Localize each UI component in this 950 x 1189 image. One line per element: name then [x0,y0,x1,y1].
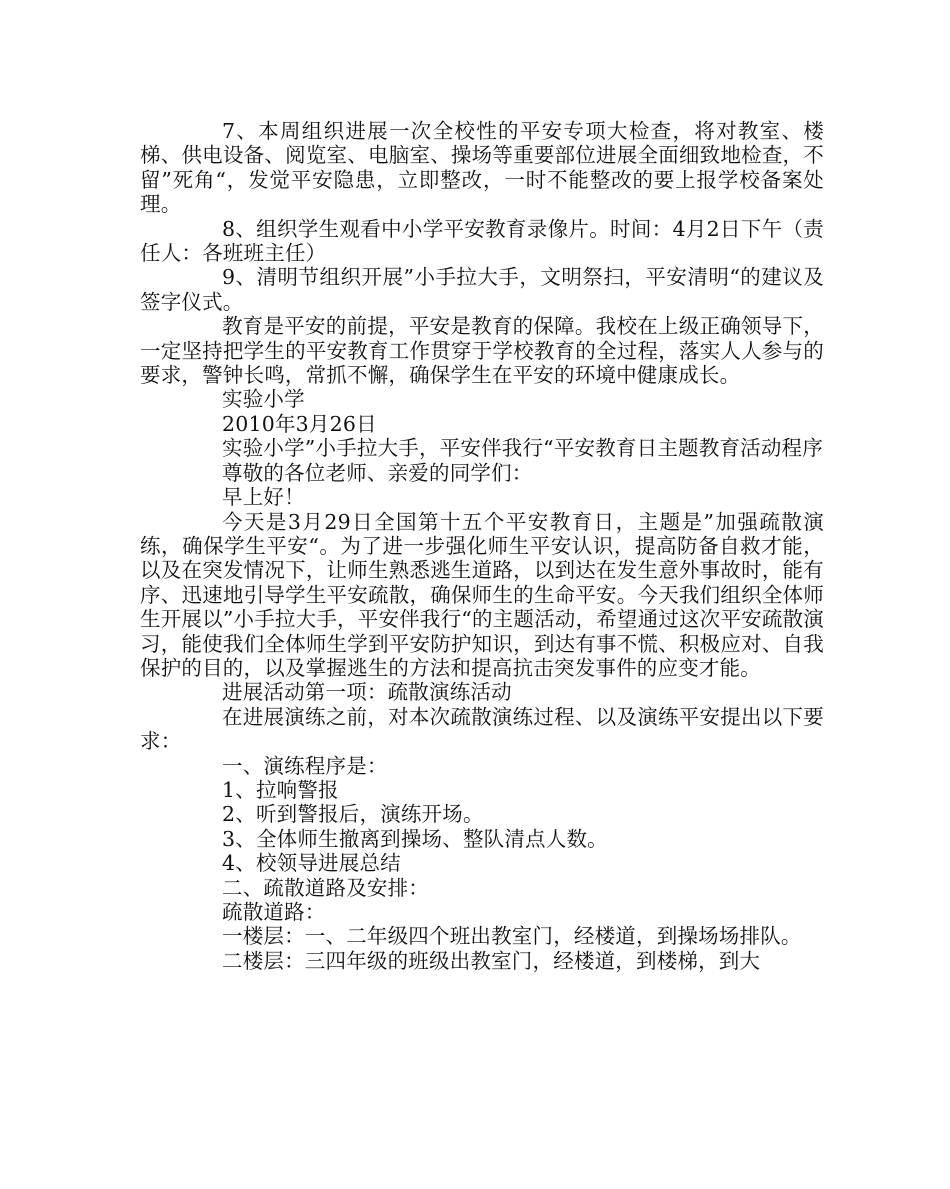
paragraph: 尊敬的各位老师、亲爱的同学们： [222,460,533,485]
paragraph: 1、拉响警报 [222,777,339,802]
paragraph: 实验小学”小手拉大手，平安伴我行“平安教育日主题教育活动程序 [222,436,823,461]
paragraph: 7、本周组织进展一次全校性的平安专项大检查，将对教室、楼梯、供电设备、阅览室、电脑室、操场等重要部位进展全面细致地检查，不留”死角“，发觉平安隐患，立即整改，一时不能整改的要上报学校备案处理。 [140,119,824,217]
paragraph: 疏散道路： [222,900,326,924]
paragraph: 进展活动第一项：疏散演练活动 [222,680,512,705]
paragraph: 在进展演练之前，对本次疏散演练过程、以及演练平安提出以下要求： [140,704,824,754]
paragraph: 2、听到警报后，演练开场。 [222,802,484,827]
document-page [140,119,824,973]
paragraph: 一、演练程序是： [222,753,388,778]
paragraph: 2010年3月26日 [222,411,377,436]
paragraph: 教育是平安的前提，平安是教育的保障。我校在上级正确领导下，一定坚持把学生的平安教育工作贯穿于学校教育的全过程，落实人人参与的要求，警钟长鸣，常抓不懈，确保学生在平安的环境中健康成长。 [140,314,824,388]
paragraph: 今天是3月29日全国第十五个平安教育日，主题是”加强疏散演练，确保学生平安“。为了进一步强化师生平安认识，提高防备自救才能，以及在突发情况下，让师生熟悉逃生道路，以到达在发生意外事故时，能有序、迅速地引导学生平安疏散，确保师生的生命平安。今天我们组织全体师生开展以”小手拉大手，平安伴我行“的主题活动，希望通过这次平安疏散演习，能使我们全体师生学到平安防护知识，到达有事不慌、积极应对、自我保护的目的，以及掌握逃生的方法和提高抗击突发事件的应变才能。 [140,509,824,680]
paragraph: 二楼层：三四年级的班级出教室门，经楼道，到楼梯，到大 [222,948,761,973]
paragraph: 3、全体师生撤离到操场、整队清点人数。 [222,826,608,851]
paragraph: 早上好！ [222,485,305,510]
paragraph: 4、校领导进展总结 [222,851,401,876]
paragraph: 一楼层：一、二年级四个班出教室门，经楼道，到操场场排队。 [222,924,802,949]
paragraph: 实验小学 [222,387,305,412]
paragraph: 二、疏散道路及安排： [222,875,429,900]
paragraph: 9、清明节组织开展”小手拉大手，文明祭扫，平安清明“的建议及签字仪式。 [140,265,824,314]
paragraph: 8、组织学生观看中小学平安教育录像片。时间：4月2日下午（责任人：各班班主任） [140,216,824,266]
